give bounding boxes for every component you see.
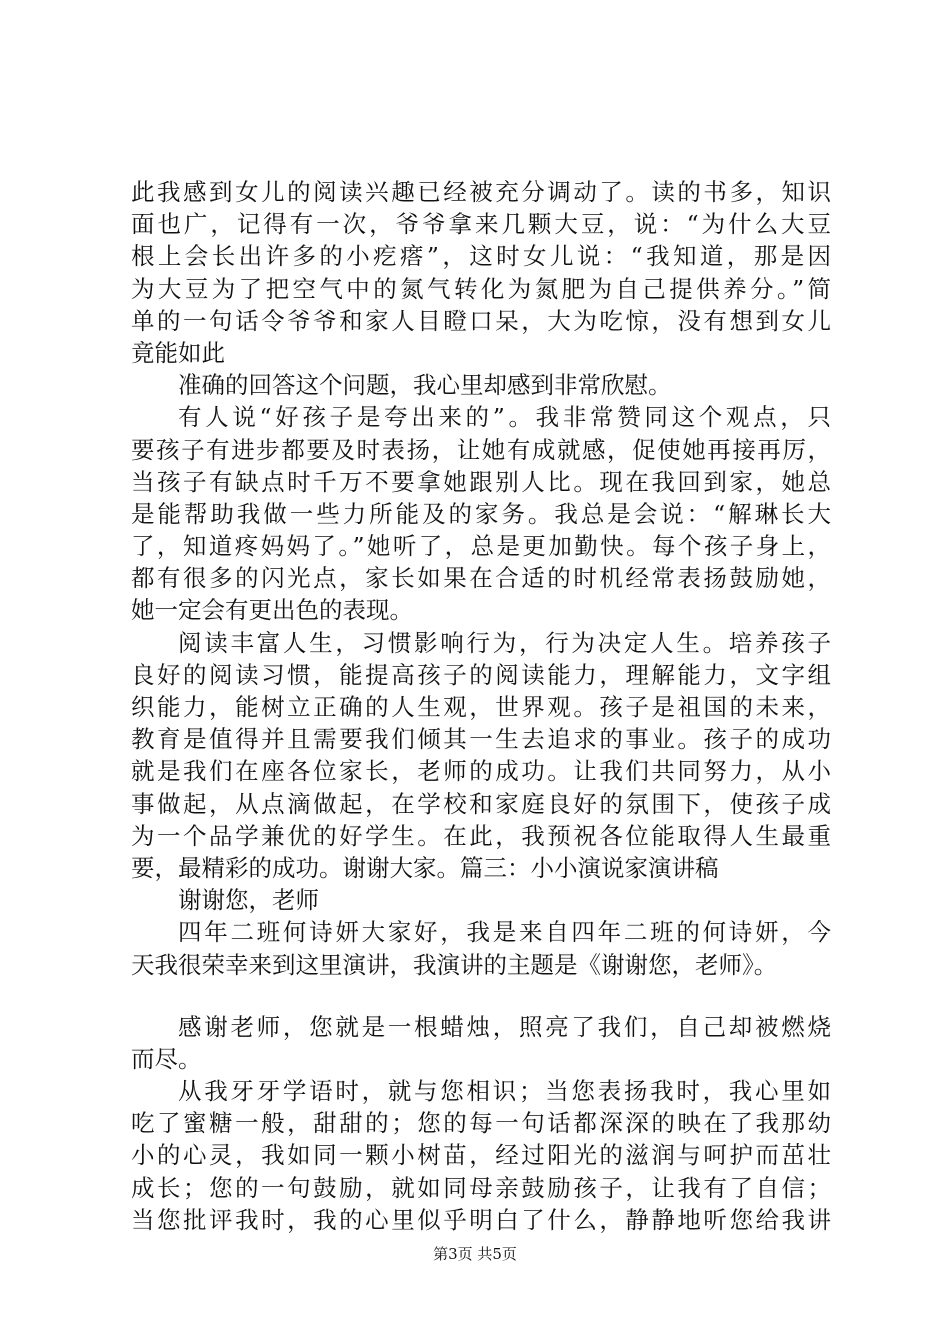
- text-line: 成长；您的一句鼓励，就如同母亲鼓励孩子，让我有了自信；: [131, 1173, 831, 1202]
- text-line: 谢谢您，老师: [178, 886, 319, 915]
- text-line: 四年二班何诗妍大家好，我是来自四年二班的何诗妍，今: [178, 918, 831, 947]
- text-line: 事做起，从点滴做起，在学校和家庭良好的氛围下，使孩子成: [131, 789, 831, 818]
- text-line: 当孩子有缺点时千万不要拿她跟别人比。现在我回到家，她总: [131, 467, 831, 496]
- page-number: 第3页 共5页: [433, 1245, 517, 1263]
- text-line: 是能帮助我做一些力所能及的家务。我总是会说：“解琳长大: [131, 499, 831, 528]
- blank-line: [131, 981, 831, 1011]
- text-line: 要，最精彩的成功。谢谢大家。篇三：小小演说家演讲稿: [131, 853, 719, 882]
- text-line: 此我感到女儿的阅读兴趣已经被充分调动了。读的书多，知识: [131, 178, 831, 206]
- text-line: 教育是值得并且需要我们倾其一生去追求的事业。孩子的成功: [131, 725, 831, 754]
- text-line: 面也广，记得有一次，爷爷拿来几颗大豆，说：“为什么大豆: [131, 210, 831, 239]
- text-line: 就是我们在座各位家长，老师的成功。让我们共同努力，从小: [131, 757, 831, 786]
- document-body: [131, 176, 831, 1236]
- text-line: 天我很荣幸来到这里演讲，我演讲的主题是《谢谢您，老师》。: [131, 950, 778, 979]
- text-line: 有人说“好孩子是夸出来的”。我非常赞同这个观点，只: [178, 403, 831, 432]
- text-line: 当您批评我时，我的心里似乎明白了什么，静静地听您给我讲: [131, 1205, 831, 1234]
- text-line: 要孩子有进步都要及时表扬，让她有成就感，促使她再接再厉，: [131, 435, 831, 464]
- text-line: 为一个品学兼优的好学生。在此，我预祝各位能取得人生最重: [131, 821, 831, 850]
- text-line: 竟能如此: [131, 338, 225, 367]
- text-line: 单的一句话令爷爷和家人目瞪口呆，大为吃惊，没有想到女儿: [131, 306, 831, 335]
- text-line: 织能力，能树立正确的人生观，世界观。孩子是祖国的未来，: [131, 693, 831, 721]
- text-line: 小的心灵，我如同一颗小树苗，经过阳光的滋润与呵护而茁壮: [131, 1141, 831, 1170]
- text-line: 为大豆为了把空气中的氮气转化为氮肥为自己提供养分。”简: [131, 274, 831, 303]
- text-line: 从我牙牙学语时，就与您相识；当您表扬我时，我心里如: [178, 1077, 831, 1106]
- text-line: 准确的回答这个问题，我心里却感到非常欣慰。: [178, 371, 672, 400]
- text-line: 良好的阅读习惯，能提高孩子的阅读能力，理解能力，文字组: [131, 660, 831, 689]
- text-line: 都有很多的闪光点，家长如果在合适的时机经常表扬鼓励她，: [131, 564, 831, 593]
- text-line: 而尽。: [131, 1044, 202, 1073]
- text-line: 了，知道疼妈妈了。”她听了，总是更加勤快。每个孩子身上，: [131, 532, 831, 561]
- text-line: 根上会长出许多的小疙瘩”，这时女儿说：“我知道，那是因: [131, 242, 831, 271]
- text-line: 吃了蜜糖一般，甜甜的；您的每一句话都深深的映在了我那幼: [131, 1109, 831, 1138]
- text-line: 她一定会有更出色的表现。: [131, 596, 413, 625]
- text-line: 感谢老师，您就是一根蜡烛，照亮了我们，自己却被燃烧: [178, 1012, 831, 1041]
- text-line: 阅读丰富人生，习惯影响行为，行为决定人生。培养孩子: [178, 628, 831, 657]
